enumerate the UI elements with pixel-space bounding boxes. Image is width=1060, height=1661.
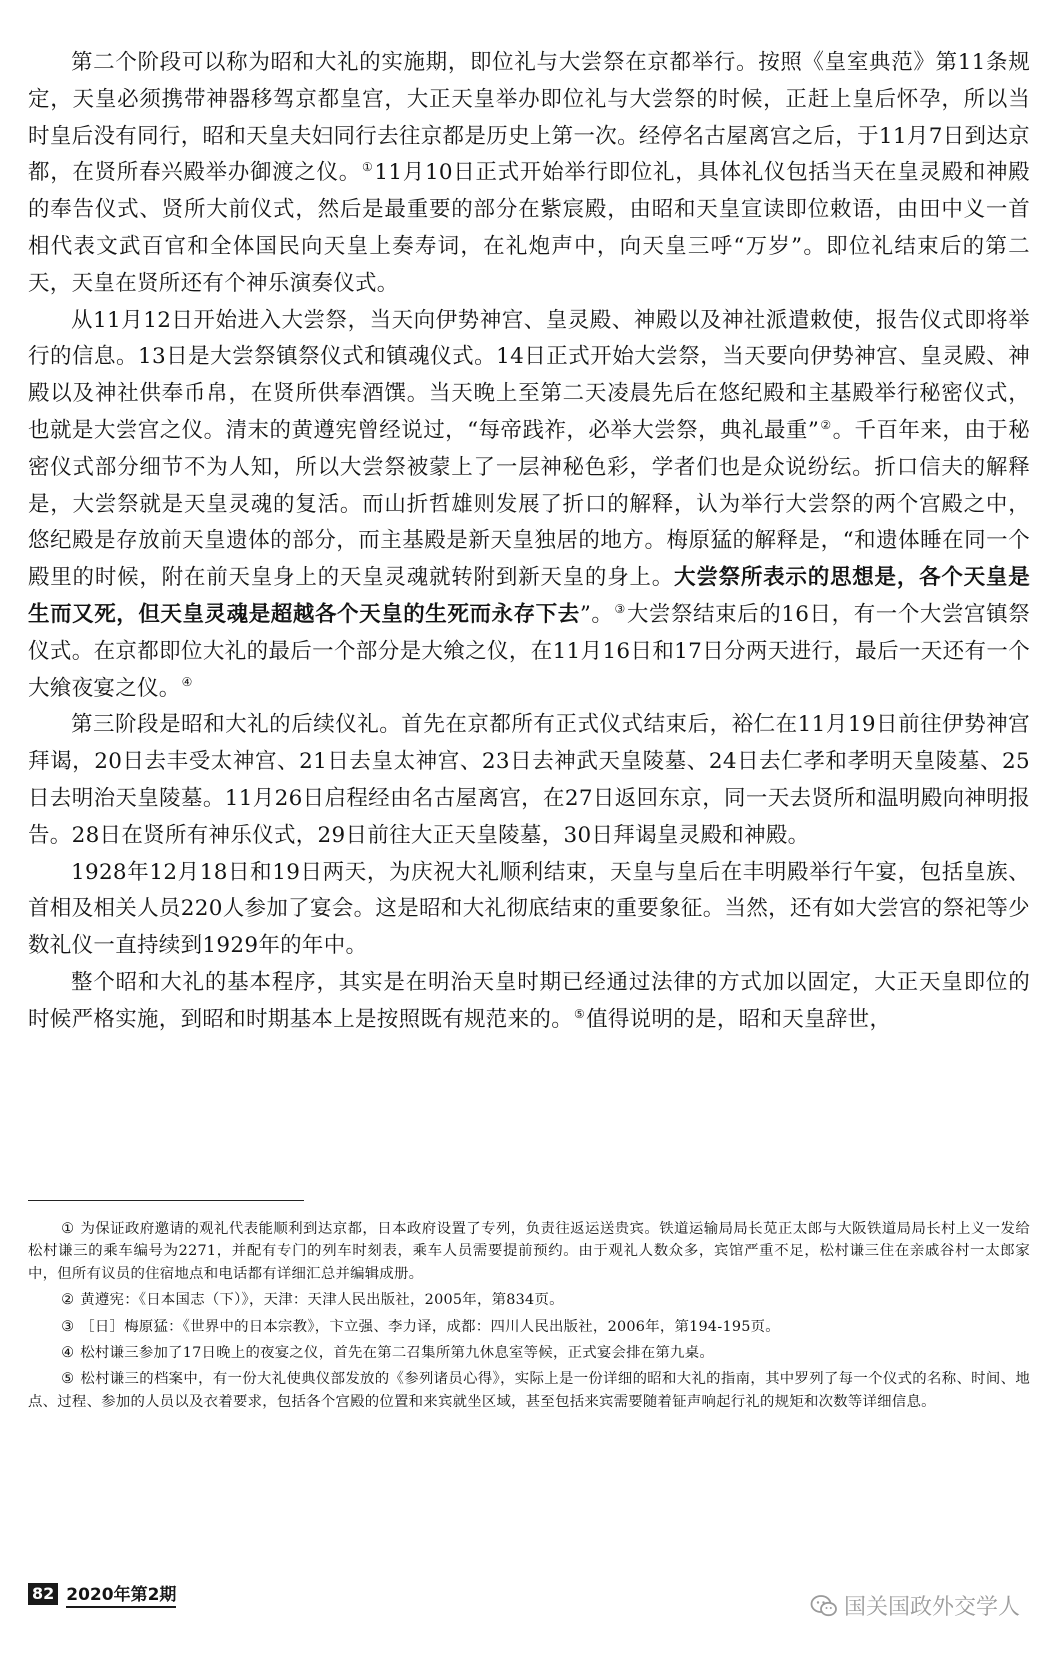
watermark-text: 国关国政外交学人 bbox=[843, 1595, 1020, 1620]
paragraph-text: 1928年12月18日和19日两天，为庆祝大礼顺利结束，天皇与皇后在丰明殿举行午宴，包括皇族、首相及相关人员220人参加了宴会。这是昭和大礼彻底结束的重要象征。当然，还有如大尝宫的祭祀等少数礼仪一直持续到1929年的年中。 bbox=[28, 859, 1030, 959]
footnote-4 bbox=[28, 1342, 1030, 1364]
issue-label: 2020年第2期 bbox=[66, 1580, 176, 1608]
footnote-ref-5[interactable]: ⑤ bbox=[574, 1006, 586, 1021]
footnote-number: ② bbox=[61, 1292, 75, 1309]
footnote-ref-4[interactable]: ④ bbox=[181, 675, 193, 690]
footnote-1 bbox=[28, 1218, 1030, 1285]
footnote-number: ④ bbox=[61, 1345, 75, 1362]
footnote-ref-2[interactable]: ② bbox=[820, 417, 832, 432]
paragraph-text: 值得说明的是，昭和天皇辞世， bbox=[586, 1006, 892, 1032]
paragraph-text: 大尝祭结束后的16日，有一个大尝宫镇祭仪式。在京都即位大礼的最后一个部分是大飨之仪，在11月16日和17日分两天进行，最后一天还有一个大飨夜宴之仪。 bbox=[28, 601, 1031, 701]
page-footer bbox=[28, 1581, 176, 1607]
paragraph-5 bbox=[28, 965, 1030, 1039]
paragraph-text: ”。 bbox=[579, 601, 614, 627]
footnote-number: ⑤ bbox=[61, 1371, 75, 1388]
watermark bbox=[810, 1590, 1020, 1621]
footnote-text: 为保证政府邀请的观礼代表能顺利到达京都，日本政府设置了专列，负责往返运送贵宾。铁道运输局局长苋正太郎与大阪铁道局局长村上义一发给松村谦三的乘车编号为2271，并配有专门的列车时刻表，乘车人员需要提前预约。由于观礼人数众多，宾馆严重不足，松村谦三住在亲戚谷村一太郎家中，但所有议员的住宿地点和电话都有详细汇总并编辑成册。 bbox=[28, 1221, 1030, 1282]
paragraph-text: 整个昭和大礼的基本程序，其实是在明治天皇时期已经通过法律的方式加以固定，大正天皇即位的时候严格实施，到昭和时期基本上是按照既有规范来的。 bbox=[28, 969, 1030, 1032]
body-text bbox=[28, 45, 1030, 1039]
wechat-icon bbox=[810, 1594, 838, 1618]
footnote-5 bbox=[28, 1368, 1030, 1413]
paragraph-text: 11月10日正式开始举行即位礼，具体礼仪包括当天在皇灵殿和神殿的奉告仪式、贤所大前仪式，然后是最重要的部分在紫宸殿，由昭和天皇宣读即位敕语，由田中义一首相代表文武百官和全体国民向天皇上奏寿词，在礼炮声中，向天皇三呼“万岁”。即位礼结束后的第二天，天皇在贤所还有个神乐演奏仪式。 bbox=[28, 160, 1030, 296]
footnote-3 bbox=[28, 1316, 1030, 1338]
paragraph-text: 。千百年来，由于秘密仪式部分细节不为人知，所以大尝祭被蒙上了一层神秘色彩，学者们也是众说纷纭。折口信夫的解释是，大尝祭就是天皇灵魂的复活。而山折哲雄则发展了折口的解释，认为举行大尝祭的两个宫殿之中，悠纪殿是存放前天皇遗体的部分，而主基殿是新天皇独居的地方。梅原猛的解释是，“和遗体睡在同一个殿里的时候，附在前天皇身上的天皇灵魂就转附到新天皇的身上。 bbox=[28, 417, 1031, 591]
footnote-ref-3[interactable]: ③ bbox=[614, 601, 626, 616]
paragraph-text: 第三阶段是昭和大礼的后续仪礼。首先在京都所有正式仪式结束后，裕仁在11月19日前往伊势神宫拜谒，20日去丰受太神宫、21日去皇太神宫、23日去神武天皇陵墓、24日去仁孝和孝明天皇陵墓、25日去明治天皇陵墓。11月26日启程经由名古屋离宫，在27日返回东京，同一天去贤所和温明殿向神明报告。28日在贤所有神乐仪式，29日前往大正天皇陵墓，30日拜谒皇灵殿和神殿。 bbox=[28, 712, 1030, 848]
footnotes bbox=[28, 1218, 1030, 1417]
paragraph-2 bbox=[28, 303, 1030, 708]
footnote-text: 黄遵宪：《日本国志（下）》，天津：天津人民出版社，2005年，第834页。 bbox=[80, 1292, 564, 1309]
footnote-text: ［日］梅原猛：《世界中的日本宗教》，卞立强、李力译，成都：四川人民出版社，2006年，第194-195页。 bbox=[80, 1318, 780, 1335]
paragraph-text: 第二个阶段可以称为昭和大礼的实施期，即位礼与大尝祭在京都举行。按照《皇室典范》第11条规定，天皇必须携带神器移驾京都皇宫，大正天皇举办即位礼与大尝祭的时候，正赶上皇后怀孕，所以当时皇后没有同行，昭和天皇夫妇同行去往京都是历史上第一次。经停名古屋离宫之后，于11月7日到达京都，在贤所春兴殿举办御渡之仪。 bbox=[28, 50, 1030, 186]
footnote-number: ① bbox=[61, 1221, 75, 1237]
footnote-ref-1[interactable]: ① bbox=[361, 160, 374, 175]
bold-quote: 大尝祭所表示的思想是，各个天皇是生而又死，但天皇灵魂是超越各个天皇的生死而永存下去 bbox=[28, 565, 1031, 627]
page-number: 82 bbox=[28, 1583, 58, 1605]
footnote-number: ③ bbox=[61, 1318, 75, 1335]
footnote-divider bbox=[28, 1200, 304, 1201]
paragraph-text: 从11月12日开始进入大尝祭，当天向伊势神宫、皇灵殿、神殿以及神社派遣敕使，报告仪式即将举行的信息。13日是大尝祭镇祭仪式和镇魂仪式。14日正式开始大尝祭，当天要向伊势神宫、皇灵殿、神殿以及神社供奉币帛，在贤所供奉酒馔。当天晚上至第二天凌晨先后在悠纪殿和主基殿举行秘密仪式，也就是大尝宫之仪。清末的黄遵宪曾经说过，“每帝践祚，必举大尝祭，典礼最重” bbox=[28, 307, 1030, 443]
footnote-text: 松村谦三参加了17日晚上的夜宴之仪，首先在第二召集所第九休息室等候，正式宴会排在第九桌。 bbox=[80, 1345, 714, 1362]
footnote-text: 松村谦三的档案中，有一份大礼使典仪部发放的《参列诸员心得》，实际上是一份详细的昭和大礼的指南，其中罗列了每一个仪式的名称、时间、地点、过程、参加的人员以及衣着要求，包括各个宫殿的位置和来宾就坐区域，甚至包括来宾需要随着钲声响起行礼的规矩和次数等详细信息。 bbox=[28, 1371, 1030, 1410]
footnote-2 bbox=[28, 1289, 1030, 1311]
paragraph-1 bbox=[28, 45, 1030, 303]
paragraph-3 bbox=[28, 707, 1030, 854]
paragraph-4 bbox=[28, 855, 1030, 965]
